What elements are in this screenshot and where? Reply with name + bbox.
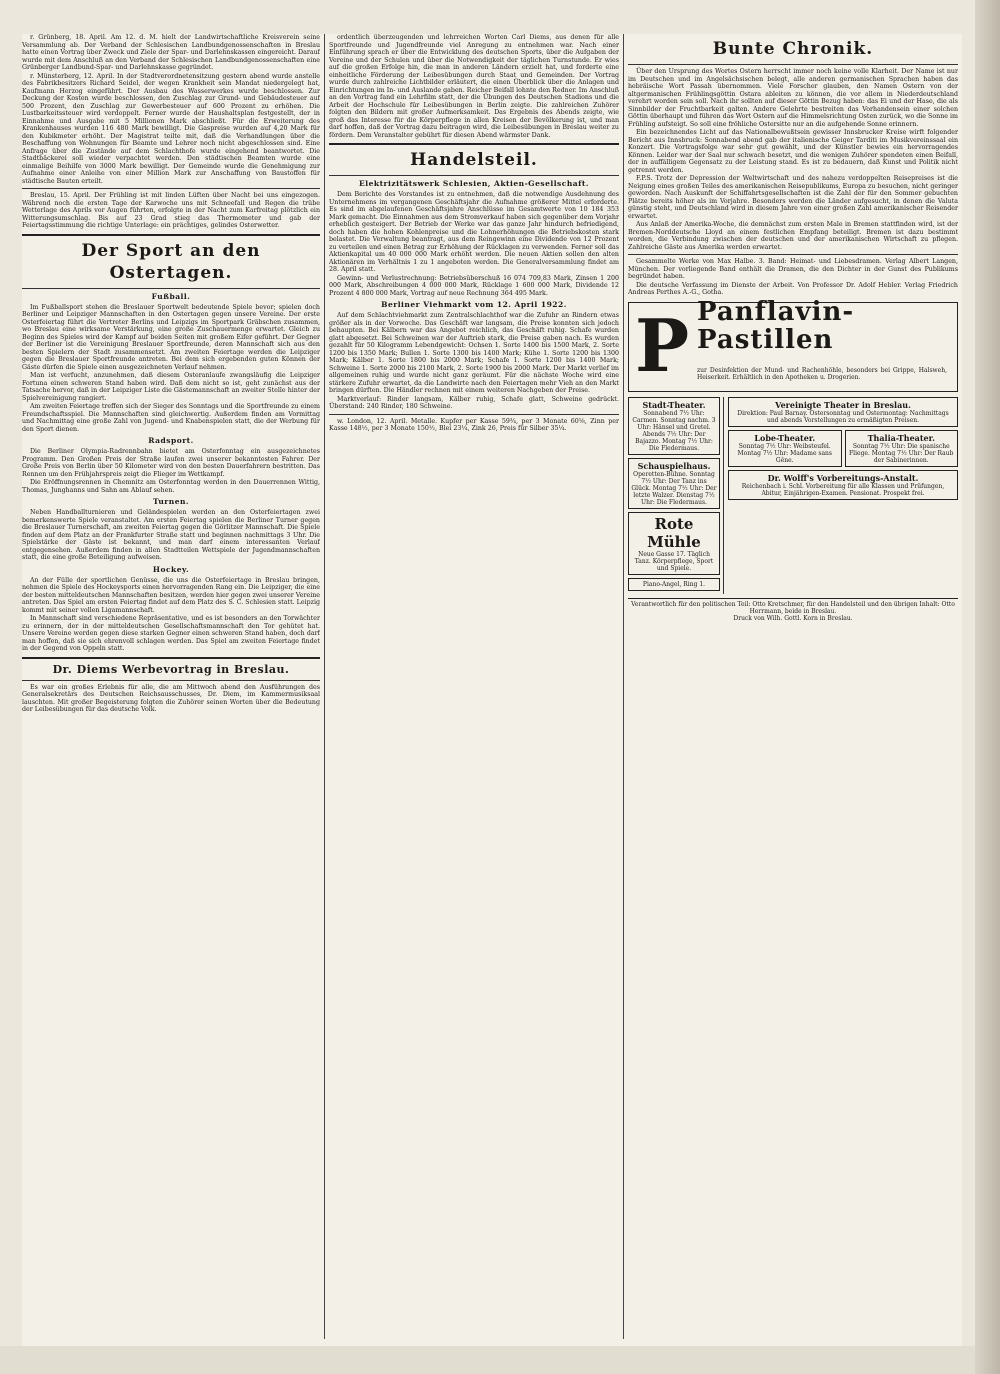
diem-text: Es war ein großes Erlebnis für alle, die am Mittwoch abend den Ausführungen des Generalsekretärs des Deutschen Reichsausschusses, Dr. Diem, im Kammermusiksaal lauschten. Mit großer Begeisterung folgten die Zuhörer seinen Worten über die Bedeutung der Leibesübungen für das deutsche Volk. xyxy=(22,683,320,713)
divider xyxy=(329,143,619,145)
theater-sub-columns xyxy=(728,430,958,470)
divider xyxy=(22,188,320,189)
thalia-theater-program: Sonntag 7½ Uhr: Die spanische Fliege. Montag 7½ Uhr: Der Raub der Sabinerinnen. xyxy=(849,442,954,464)
thalia-theater-box xyxy=(845,430,959,467)
radsport-text: Die Berliner Olympia-Radrennbahn bietet am Osterfonntag ein ausgezeichnetes Programm. Den Großen Preis der Straße laufen zwei unserer bekanntesten Fahrer. Der Große Preis von Berlin über 50 Kilometer wird von den besten Dauerfahrern bestritten. Das Rennen um den Frühjahrspreis zeigt die Flieger im Wettkampf. xyxy=(22,448,320,478)
schauspielhaus-title: Schauspielhaus. xyxy=(637,460,711,471)
hockey-text: An der Fülle der sportlichen Genüsse, die uns die Osterfeiertage in Breslau bringen, nehmen die Spiele des Hockeysports einen hervorragenden Rang ein. Die Leipziger, die eine der besten mitteldeutschen Mannschaften besitzen, werden hier gegen zwei unserer Vereine antreten. Das Spiel am ersten Feiertag findet auf dem Platz des S. C. Schlesien statt. Leipzig kommt mit seiner vollen Ligamannschaft. xyxy=(22,576,320,614)
chronik-section-title: Bunte Chronik. xyxy=(712,39,874,59)
elektr-text: Dem Berichte des Vorstandes ist zu entnehmen, daß die notwendige Ausdehnung des Unternehmens im vergangenen Geschäftsjahr die Aufnahme größerer Mittel erforderte. Es sind im abgelaufenen Geschäftsjahre Anschlüsse im Gesamtwerte von 10 184 353 Mark gemacht. Die Einnahmen aus dem Stromverkauf haben sich gegenüber dem Vorjahr erheblich gesteigert. Der Betrieb der Werke war das ganze Jahr hindurch befriedigend, doch haben die hohen Kohlenpreise und die Lohnerhöhungen die Betriebskosten stark belastet. Die Verwaltung beantragt, aus dem Reingewinn eine Dividende von 12 Prozent zu verteilen und einen Betrag zur Erhöhung der Rücklagen zu verwenden. Ferner soll das Aktienkapital um 40 000 000 Mark erhöht werden. Die neuen Aktien sollen den alten Aktionären im Verhältnis 1 zu 1 angeboten werden. Die Generalversammlung findet am 28. April statt. xyxy=(329,191,619,273)
imprint xyxy=(628,598,958,622)
divider xyxy=(22,657,320,659)
radsport-text-2: Die Eröffnungsrennen in Chemnitz am Osterfonntag werden in den Dauerrennen Wittig, Thomas, Junghanns und Sahn am Ablauf sehen. xyxy=(22,479,320,494)
news-breslau-weather: Breslau, 15. April. Der Frühling ist mit linden Lüften über Nacht bei uns eingezogen. Während noch die ersten Tage der Karwoche uns mit Schneefall und Regen die trübe Wetterlage des Aprils vor Augen führten, erfolgte in der Nacht zum Karfreitag plötzlich ein Witterungsumschlag. Bis auf 23 Grad stieg das Thermometer und gab der Feiertagsstimmung die richtige Unterlage: ein prächtiges, gelindes Osterwetter. xyxy=(22,192,320,229)
imprint-printer: Druck von Wilh. Gottl. Korn in Breslau. xyxy=(733,614,853,622)
wolff-anstalt-box xyxy=(728,470,958,500)
column-rule xyxy=(623,34,624,1339)
thalia-theater-title: Thalia-Theater. xyxy=(867,432,935,443)
theater-listings xyxy=(628,397,958,594)
divider xyxy=(22,680,320,681)
hockey-heading: Hockey. xyxy=(152,564,190,574)
hockey-text-2: In Mannschaft sind verschiedene Repräsentative, und es ist besonders an den Torwächter zu erinnern, der in der mitteldeutschen Gesellschaftsmannschaft den Tor gehütet hat. Unsere Vereine werden gegen diese starken Gegner einen schweren Stand haben, doch darf man hoffen, daß sie sich ehrenvoll schlagen werden. Das Spiel am zweiten Feiertage findet in der Gegend von Oppeln statt. xyxy=(22,615,320,652)
turnen-text: Neben Handballturnieren und Geländespielen werden an den Osterfeiertagen zwei bemerkenswerte Spiele veranstaltet. Am ersten Feiertag spielen die Berliner Turner gegen die Breslauer Turnerschaft, am zweiten Feiertag gegen die Görlitzer Mannschaft. Die Spiele finden auf dem Platz an der Frankfurter Straße statt und beginnen nachmittags 3 Uhr. Die Spielstärke der Gäste ist bekannt, und man darf einem interessanten Verlauf entgegensehen. Außerdem finden in allen Stadtteilen Wettspiele der Jugendmannschaften statt, die eine große Beteiligung aufweisen. xyxy=(22,509,320,561)
vereinigte-theater-info: Direktion: Paul Barnay. Ostersonntag und Ostermontag: Nachmittags und abends Vorstellungen zu ermäßigten Preisen. xyxy=(737,409,949,424)
divider xyxy=(22,234,320,236)
divider xyxy=(628,64,958,65)
lobe-theater-program: Sonntag 7½ Uhr: Weibsteufel. Montag 7½ Uhr: Madame sans Gêne. xyxy=(737,442,832,464)
stadt-theater-program: Sonnabend 7½ Uhr: Carmen. Sonntag nachm. 3 Uhr: Hänsel und Gretel. Abends 7½ Uhr: Der Bajazzo. Montag 7½ Uhr: Die Fledermaus. xyxy=(632,409,716,452)
innsbruck-text: Ein bezeichnendes Licht auf das Nationalbewußtsein gewisser Innsbrucker Kreise wirft folgender Bericht aus Innsbruck: Sonnabend abend gab der italienische Geiger Tarditi im Musikvereinssaal ein Konzert. Die Vortragsfolge war sehr gut gewählt, und der Künstler bewies ein hervorragendes Können. Leider war der Saal nur schwach besetzt, und die wenigen Zuhörer spendeten einen Beifall, der in auffälligem Gegensatz zu der Leistung stand. Es ist zu bedauern, daß Kunst und Politik nicht getrennt werden. xyxy=(628,129,958,174)
elektr-text-2: Gewinn- und Verlustrechnung: Betriebsüberschuß 16 074 709,83 Mark, Zinsen 1 200 000 Mark, Abschreibungen 4 000 000 Mark, Rücklage 1 600 000 Mark, Dividende 12 Prozent 4 800 000 Mark, Vortrag auf neue Rechnung 364 495 Mark. xyxy=(329,274,619,297)
divider xyxy=(22,288,320,289)
schauspielhaus-box xyxy=(628,458,720,509)
lobe-theater-title: Lobe-Theater. xyxy=(754,432,816,443)
stadt-theater-box xyxy=(628,397,720,455)
stadt-theater-title: Stadt-Theater. xyxy=(642,399,706,410)
pastillen-advertisement xyxy=(628,296,958,392)
column-right xyxy=(628,34,958,1339)
divider xyxy=(329,175,619,176)
vieh-heading: Berliner Viehmarkt vom 12. April 1922. xyxy=(381,300,567,309)
ostern-text: Über den Ursprung des Wortes Ostern herrscht immer noch keine volle Klarheit. Der Name ist nur im Deutschen und im Angelsächsischen belegt, alle anderen germanischen Sprachen haben das hebräische Wort Passah übernommen. Viele Forscher glauben, den Namen Ostern von der altgermanischen Frühlingsgöttin Ostara ableiten zu können, die vor allem in Niederdeutschland verehrt worden sein soll. Nach ihr sollten auf dieser Göttin Bezug haben: das Ei und der Hase, die als Sinnbilder der Fruchtbarkeit galten. Andere Gelehrte bestreiten das Vorhandensein einer solchen Göttin überhaupt und führen das Wort Ostern auf die Himmelsrichtung Osten zurück, wo die Sonne im Frühling aufsteigt. So soll eine fröhliche Ostersitte nur an die aufgehende Sonne erinnern. xyxy=(628,68,958,128)
fussball-text-3: Am zweiten Feiertage treffen sich der Sieger des Sonntags und die Sportfreunde zu einem Freundschaftsspiel. Die Mannschaften sind gleichwertig. Außerdem finden am Vormittag und Nachmittag eine große Zahl von Jugend- und Knabenspielen statt, die der Werbung für den Sport dienen. xyxy=(22,403,320,433)
column-rule xyxy=(324,34,325,1339)
piano-info: Piano-Angel, Ring 1. xyxy=(642,580,706,588)
page-bottom-margin xyxy=(0,1346,975,1374)
fussball-heading: Fußball. xyxy=(151,291,191,301)
rote-muehle-box xyxy=(628,512,720,575)
pastillen-word-1: Panflavin- xyxy=(697,296,855,327)
turnen-heading: Turnen. xyxy=(152,497,190,506)
theater-left-column xyxy=(628,397,724,594)
theater-right-column xyxy=(728,397,958,594)
metal-prices: w. London, 12. April. Metalle. Kupfer per Kasse 59¾, per 3 Monate 60⅛, Zinn per Kasse 148½, per 3 Monate 150½, Blei 23¼, Zink 26, Preis für Silber 35¼. xyxy=(329,417,619,432)
handel-section-title: Handelsteil. xyxy=(410,150,538,170)
sport-section-title: Der Sport an den Ostertagen. xyxy=(81,240,261,283)
column-left xyxy=(22,34,320,1339)
rote-muehle-title: Rote Mühle xyxy=(647,514,701,551)
pastillen-word-2: Pastillen xyxy=(697,324,834,355)
diem-text-cont: ordentlich überzeugenden und lehrreichen Worten Carl Diems, aus denen für alle Sportfreunde und Jugendfreunde viel Anregung zu entnehmen war. Nach einer Einführung sprach er über die Entwicklung des deutschen Sports, über die Aufgaben der Vereine und der Schulen und über die Notwendigkeit der täglichen Turnstunde. Er wies auf die großen Erfolge hin, die man in anderen Ländern erzielt hat, und forderte eine einheitliche Förderung der Leibesübungen durch Staat und Gemeinden. Der Vortrag wurde durch zahlreiche Lichtbilder erläutert, die einen Überblick über die Anlagen und Einrichtungen im In- und Auslande gaben. Reicher Beifall lohnte den Redner. Im Anschluß an den Vortrag fand ein Lehrfilm statt, der die Übungen des Deutschen Stadions und die Arbeit der Hochschule für Leibesübungen in Berlin zeigte. Die zahlreichen Zuhörer folgten den Bildern mit großer Aufmerksamkeit. Das Ergebnis des Abends zeigte, wie groß das Interesse für die Körperpflege in allen Kreisen der Bevölkerung ist, und man darf hoffen, daß der Vortrag dazu beitragen wird, die Leibesübungen in Breslau weiter zu fördern. Dem Veranstalter gebührt für diesen Abend wärmster Dank. xyxy=(329,34,619,139)
imprint-editors: Verantwortlich für den politischen Teil: Otto Kretschmer, für den Handelsteil und den übrigen Inhalt: Otto Herrmann, beide in Breslau. xyxy=(631,600,955,615)
rote-muehle-info: Neue Gasse 17. Täglich Tanz. Körperpflege, Sport und Spiele. xyxy=(634,550,714,572)
newspaper-page xyxy=(22,34,962,1346)
literature-note-2: Die deutsche Verfassung im Dienste der Arbeit. Von Professor Dr. Adolf Hebler. Verlag Friedrich Andreas Perthes A.-G., Gotha. xyxy=(628,281,958,296)
news-gruenberg: r. Grünberg, 18. April. Am 12. d. M. hielt der Landwirtschaftliche Kreisverein seine Versammlung ab. Der Verband der Schlesischen Landbundgenossenschaften in Breslau hatte einen Vortrag über Zweck und Ziele der Spar- und Darlehnskassen eingereicht. Darauf wurde mit dem Anschluß an den Verband der Schlesischen Landbundgenossenschaften eine Grünberger Landbund-Spar- und Darlehnskasse gegründet. xyxy=(22,34,320,71)
divider xyxy=(628,254,958,255)
literature-note: Gesammelte Werke von Max Halbe. 3. Band: Heimat- und Liebesdramen. Verlag Albert Langen, München. Der vorliegende Band enthält die Dramen, die den Dichter in der Gunst des Publikums begründet haben. xyxy=(628,258,958,280)
news-muensterberg: r. Münsterberg, 12. April. In der Stadtverordnetensitzung gestern abend wurde anstelle des Fabrikbesitzers Richard Seidel, der wegen Krankheit sein Mandat niedergelegt hat, Kaufmann Herzog eingeführt. Der Ausbau des Wasserwerkes wurde beschlossen. Zur Deckung der Kosten wurde beschlossen, den Zuschlag zur Grund- und Gebäudesteuer auf 500 Prozent, den Zuschlag zur Gewerbesteuer auf 600 Prozent zu erhöhen. Die Lustbarkeitssteuer wird verdoppelt. Ferner wurde der Haushaltsplan festgestellt, der in Einnahme und Ausgabe mit 5 Millionen Mark abschließt. Für die Erweiterung des Krankenhauses wurden 116 480 Mark bewilligt. Die Gaspreise wurden auf 4,20 Mark für den Kubikmeter erhöht. Der Magistrat teilte mit, daß die Verhandlungen über die Beschaffung von Wohnungen für Beamte und Lehrer noch nicht abgeschlossen sind. Eine Anfrage über die Zustände auf dem Schlachthofe wurde eingehend beantwortet. Die Stadtbäckerei soll wieder verpachtet werden. Den städtischen Beamten wurde eine einmalige Beihilfe von 3000 Mark bewilligt. Der Gemeinde wurde die Genehmigung zur Aufnahme einer Anleihe von einer Million Mark zur Anschaffung von Baustoffen für städtische Bauten erteilt. xyxy=(22,72,320,185)
schauspielhaus-program: Operetten-Bühne. Sonntag 7½ Uhr: Der Tanz ins Glück. Montag 7½ Uhr: Der letzte Walzer. Dienstag 7½ Uhr: Die Fledermaus. xyxy=(631,470,717,506)
vereinigte-theater-title: Vereinigte Theater in Breslau. xyxy=(775,399,911,410)
diem-title: Dr. Diems Werbevortrag in Breslau. xyxy=(52,662,290,676)
column-middle xyxy=(329,34,619,1339)
vieh-text: Auf dem Schlachtviehmarkt zum Zentralschlachthof war die Zufuhr an Rindern etwas größer als in der Vorwoche. Das Geschäft war langsam, die Preise konnten sich jedoch behaupten. Bei Kälbern war das Angebot reichlich, das Geschäft ruhig. Schafe wurden glatt abgesetzt. Bei Schweinen war der Auftrieb stark, die Preise gaben nach. Es wurden gezahlt für 50 Kilogramm Lebendgewicht: Ochsen 1. Sorte 1400 bis 1500 Mark, 2. Sorte 1200 bis 1350 Mark; Bullen 1. Sorte 1300 bis 1400 Mark; Kühe 1. Sorte 1200 bis 1300 Mark; Kälber 1. Sorte 1800 bis 2000 Mark; Schafe 1. Sorte 1200 bis 1400 Mark; Schweine 1. Sorte 2000 bis 2100 Mark, 2. Sorte 1900 bis 2000 Mark. Der Markt verlief im allgemeinen ruhig und wurde nicht ganz geräumt. Für die nächste Woche wird eine stärkere Zufuhr erwartet, da die Landwirte nach den Feiertagen mehr Vieh an den Markt bringen dürften. Die Händler rechnen mit einem weiteren Nachgeben der Preise. xyxy=(329,312,619,394)
radsport-heading: Radsport. xyxy=(148,436,194,445)
fps-text: F.P.S. Trotz der Depression der Weltwirtschaft und des nahezu verdoppelten Reisepreises ist die Neigung eines großen Teiles des amerikanischen Reisepublikums, Europa zu besuchen, nicht geringer geworden. Nach Auskunft der Schiffahrtsgesellschaften ist die Zahl der für den Sommer gebuchten Plätze bereits höher als im Vorjahre. Besonders werden die Länder aufgesucht, in denen die Valuta günstig steht, und Deutschland wird in diesem Jahre von einer großen Zahl amerikanischer Reisender erwartet. xyxy=(628,175,958,220)
bremen-text: Aus Anlaß der Amerika-Woche, die demnächst zum ersten Male in Bremen stattfinden wird, ist der Bremen-Norddeutsche Lloyd an einem festlichen Empfang beteiligt. Bremen ist dazu bestimmt worden, die Verbindung zwischen der deutschen und der amerikanischen Wirtschaft zu pflegen. Zahlreiche Gäste aus Amerika werden erwartet. xyxy=(628,221,958,251)
elektr-heading: Elektrizitätswerk Schlesien, Aktien-Gesellschaft. xyxy=(359,179,589,188)
wolff-anstalt-info: Reichenbach i. Schl. Vorbereitung für alle Klassen und Prüfungen, Abitur, Einjährigen-Examen. Pensionat. Prospekt frei. xyxy=(741,482,945,497)
pastillen-initial: P xyxy=(635,302,690,388)
fussball-text: Im Fußballsport stehen die Breslauer Sportwelt bedeutende Spiele bevor; spielen doch Berliner und Leipziger Mannschaften in den Ostertagen gegen unsere Vereine. Der erste Osterfeiertag führt die Vertreter Berlins und Leipzigs im Sportpark Gräbschen zusammen, wo Breslau eine wirksame Verstärkung, eine große Zuschauermenge erwartet. Gleich zu Beginn des Spieles wird der Kampf auf beiden Seiten mit großem Eifer geführt. Der Gegner der Berliner ist die Vereinigung Breslauer Sportfreunde, deren Mannschaft sich aus den besten Spielern der Stadt zusammensetzt. Am zweiten Feiertage werden die Leipziger gegen die Breslauer Sportfreunde antreten. Bei dem sich ergebenden guten Können der Gäste dürfen die Spiele einen ausgezeichneten Verlauf nehmen. xyxy=(22,303,320,371)
piano-box xyxy=(628,578,720,591)
wolff-anstalt-title: Dr. Wolff's Vorbereitungs-Anstalt. xyxy=(767,472,919,483)
fussball-text-2: Man ist verfucht, anzunehmen, daß diesem Osteranlaufe zwangsläufig die Leipziger Fortuna einen schweren Stand haben wird. Daß dem nicht so ist, geht zunächst aus der Tatsache hervor, daß in der Leipziger Liste die Gästemannschaft an zweiter Stelle hinter der Spielvereinigung rangiert. xyxy=(22,372,320,402)
page-edge xyxy=(975,0,1000,1374)
divider xyxy=(329,414,619,415)
vieh-text-2: Marktverlauf: Rinder langsam, Kälber ruhig, Schafe glatt, Schweine gedrückt. Überstand: 240 Rinder, 180 Schweine. xyxy=(329,395,619,410)
vereinigte-theater-box xyxy=(728,397,958,427)
pastillen-description: zur Desinfektion der Mund- und Rachenhöhle, besonders bei Grippe, Halsweh, Heiserkeit. Erhältlich in den Apotheken u. Drogerien. xyxy=(697,366,947,381)
lobe-theater-box xyxy=(728,430,842,467)
